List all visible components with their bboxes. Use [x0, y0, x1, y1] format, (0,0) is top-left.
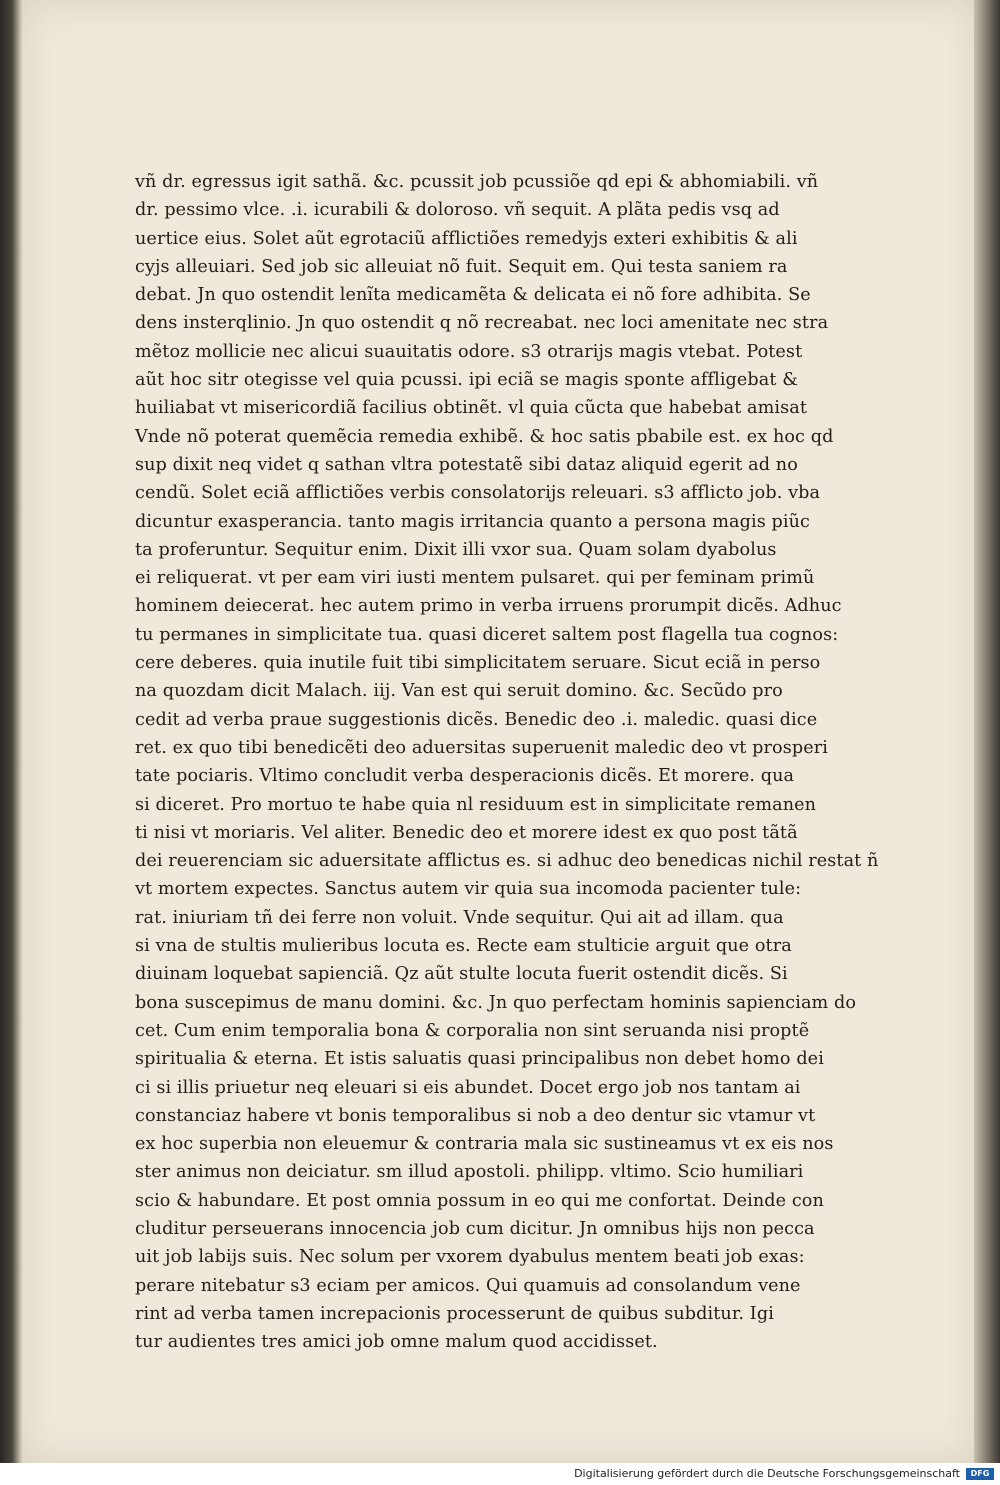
- text-line: dr. pessimo vlce. .i. icurabili & doloroso. vñ sequit. A plãta pedis vsq ad: [135, 200, 780, 221]
- text-line: cendũ. Solet eciã afflictiões verbis consolatorijs releuari. s3 afflicto job. vba: [135, 483, 821, 504]
- text-line: cere deberes. quia inutile fuit tibi simplicitatem seruare. Sicut eciã in perso: [135, 653, 821, 674]
- text-line: ster animus non deiciatur. sm illud apostoli. philipp. vltimo. Scio humiliari: [135, 1162, 804, 1183]
- text-line: dicuntur exasperancia. tanto magis irritancia quanto a persona magis piũc: [135, 511, 811, 532]
- text-line: ex hoc superbia non eleuemur & contraria mala sic sustineamus vt ex eis nos: [135, 1134, 834, 1155]
- text-line: vt mortem expectes. Sanctus autem vir quia sua incomoda pacienter tule:: [135, 879, 802, 900]
- book-right-edge: [974, 0, 1000, 1463]
- text-line: constanciaz habere vt bonis temporalibus si nob a deo dentur sic vtamur vt: [135, 1105, 816, 1126]
- text-line: bona suscepimus de manu domini. &c. Jn quo perfectam hominis sapienciam do: [135, 992, 857, 1013]
- text-line: uertice eius. Solet aũt egrotaciũ afflictiões remedyjs exteri exhibitis & ali: [135, 228, 798, 249]
- text-line: perare nitebatur s3 eciam per amicos. Qui quamuis ad consolandum vene: [135, 1275, 801, 1296]
- text-line: ta proferuntur. Sequitur enim. Dixit illi vxor sua. Quam solam dyabolus: [135, 539, 777, 560]
- text-line: rint ad verba tamen increpacionis processerunt de quibus subditur. Igi: [135, 1303, 774, 1324]
- text-line: mẽtoz mollicie nec alicui suauitatis odore. s3 otrarijs magis vtebat. Potest: [135, 341, 803, 362]
- book-page: [22, 0, 977, 1463]
- text-line: ti nisi vt moriaris. Vel aliter. Benedic deo et morere idest ex quo post tãtã: [135, 822, 798, 843]
- text-line: sup dixit neq videt q sathan vltra potestatẽ sibi dataz aliquid egerit ad no: [135, 454, 798, 475]
- text-line: debat. Jn quo ostendit lenĩta medicamẽta & delicata ei nõ fore adhibita. Se: [135, 285, 811, 306]
- dfg-logo: DFG: [966, 1468, 994, 1480]
- text-line: cet. Cum enim temporalia bona & corporalia non sint seruanda nisi proptẽ: [135, 1020, 810, 1041]
- text-line: ei reliquerat. vt per eam viri iusti mentem pulsaret. qui per feminam primũ: [135, 568, 815, 589]
- text-line: cluditur perseuerans innocencia job cum dicitur. Jn omnibus hijs non pecca: [135, 1218, 815, 1239]
- text-line: huiliabat vt misericordiã facilius obtinẽt. vl quia cũcta que habebat amisat: [135, 398, 808, 419]
- printed-text-block: [135, 168, 879, 1353]
- footer-attribution: Digitalisierung gefördert durch die Deutsche Forschungsgemeinschaft: [574, 1467, 960, 1480]
- text-line: dens insterqlinio. Jn quo ostendit q nõ recreabat. nec loci amenitate nec stra: [135, 313, 829, 334]
- text-line: cedit ad verba praue suggestionis dicẽs. Benedic deo .i. maledic. quasi dice: [135, 709, 818, 730]
- text-line: tu permanes in simplicitate tua. quasi diceret saltem post flagella tua cognos:: [135, 624, 839, 645]
- text-line: ci si illis priuetur neq eleuari si eis abundet. Docet ergo job nos tantam ai: [135, 1077, 801, 1098]
- text-line: si diceret. Pro mortuo te habe quia nl residuum est in simplicitate remanen: [135, 794, 817, 815]
- text-line: tate pociaris. Vltimo concludit verba desperacionis dicẽs. Et morere. qua: [135, 766, 795, 787]
- text-line: vñ dr. egressus igit sathã. &c. pcussit job pcussiõe qd epi & abhomiabili. vñ: [135, 172, 819, 192]
- text-line: si vna de stultis mulieribus locuta es. Recte eam stulticie arguit que otra: [135, 936, 792, 957]
- text-line: cyjs alleuiari. Sed job sic alleuiat nõ fuit. Sequit em. Qui testa saniem ra: [135, 256, 788, 277]
- text-line: ret. ex quo tibi benedicẽti deo aduersitas superuenit maledic deo vt prosperi: [135, 737, 828, 758]
- text-line: scio & habundare. Et post omnia possum in eo qui me confortat. Deinde con: [135, 1190, 824, 1211]
- text-line: rat. iniuriam tñ dei ferre non voluit. Vnde sequitur. Qui ait ad illam. qua: [135, 907, 784, 928]
- text-line: aũt hoc sitr otegisse vel quia pcussi. ipi eciã se magis sponte affligebat &: [135, 370, 799, 391]
- text-line: hominem deiecerat. hec autem primo in verba irruens prorumpit dicẽs. Adhuc: [135, 596, 842, 617]
- text-line: diuinam loquebat sapienciã. Qz aũt stulte locuta fuerit ostendit dicẽs. Si: [135, 964, 788, 985]
- text-line: tur audientes tres amici job omne malum quod accidisset.: [135, 1332, 658, 1353]
- digitization-footer: [0, 1463, 1000, 1485]
- text-line: spiritualia & eterna. Et istis saluatis quasi principalibus non debet homo dei: [135, 1049, 824, 1070]
- text-line: Vnde nõ poterat quemẽcia remedia exhibẽ. & hoc satis pbabile est. ex hoc qd: [135, 426, 834, 447]
- text-line: na quozdam dicit Malach. iij. Van est qui seruit domino. &c. Secũdo pro: [135, 681, 783, 702]
- text-line: dei reuerenciam sic aduersitate afflictus es. si adhuc deo benedicas nichil restat ñ: [135, 851, 879, 872]
- text-line: uit job labijs suis. Nec solum per vxorem dyabulus mentem beati job exas:: [135, 1247, 805, 1268]
